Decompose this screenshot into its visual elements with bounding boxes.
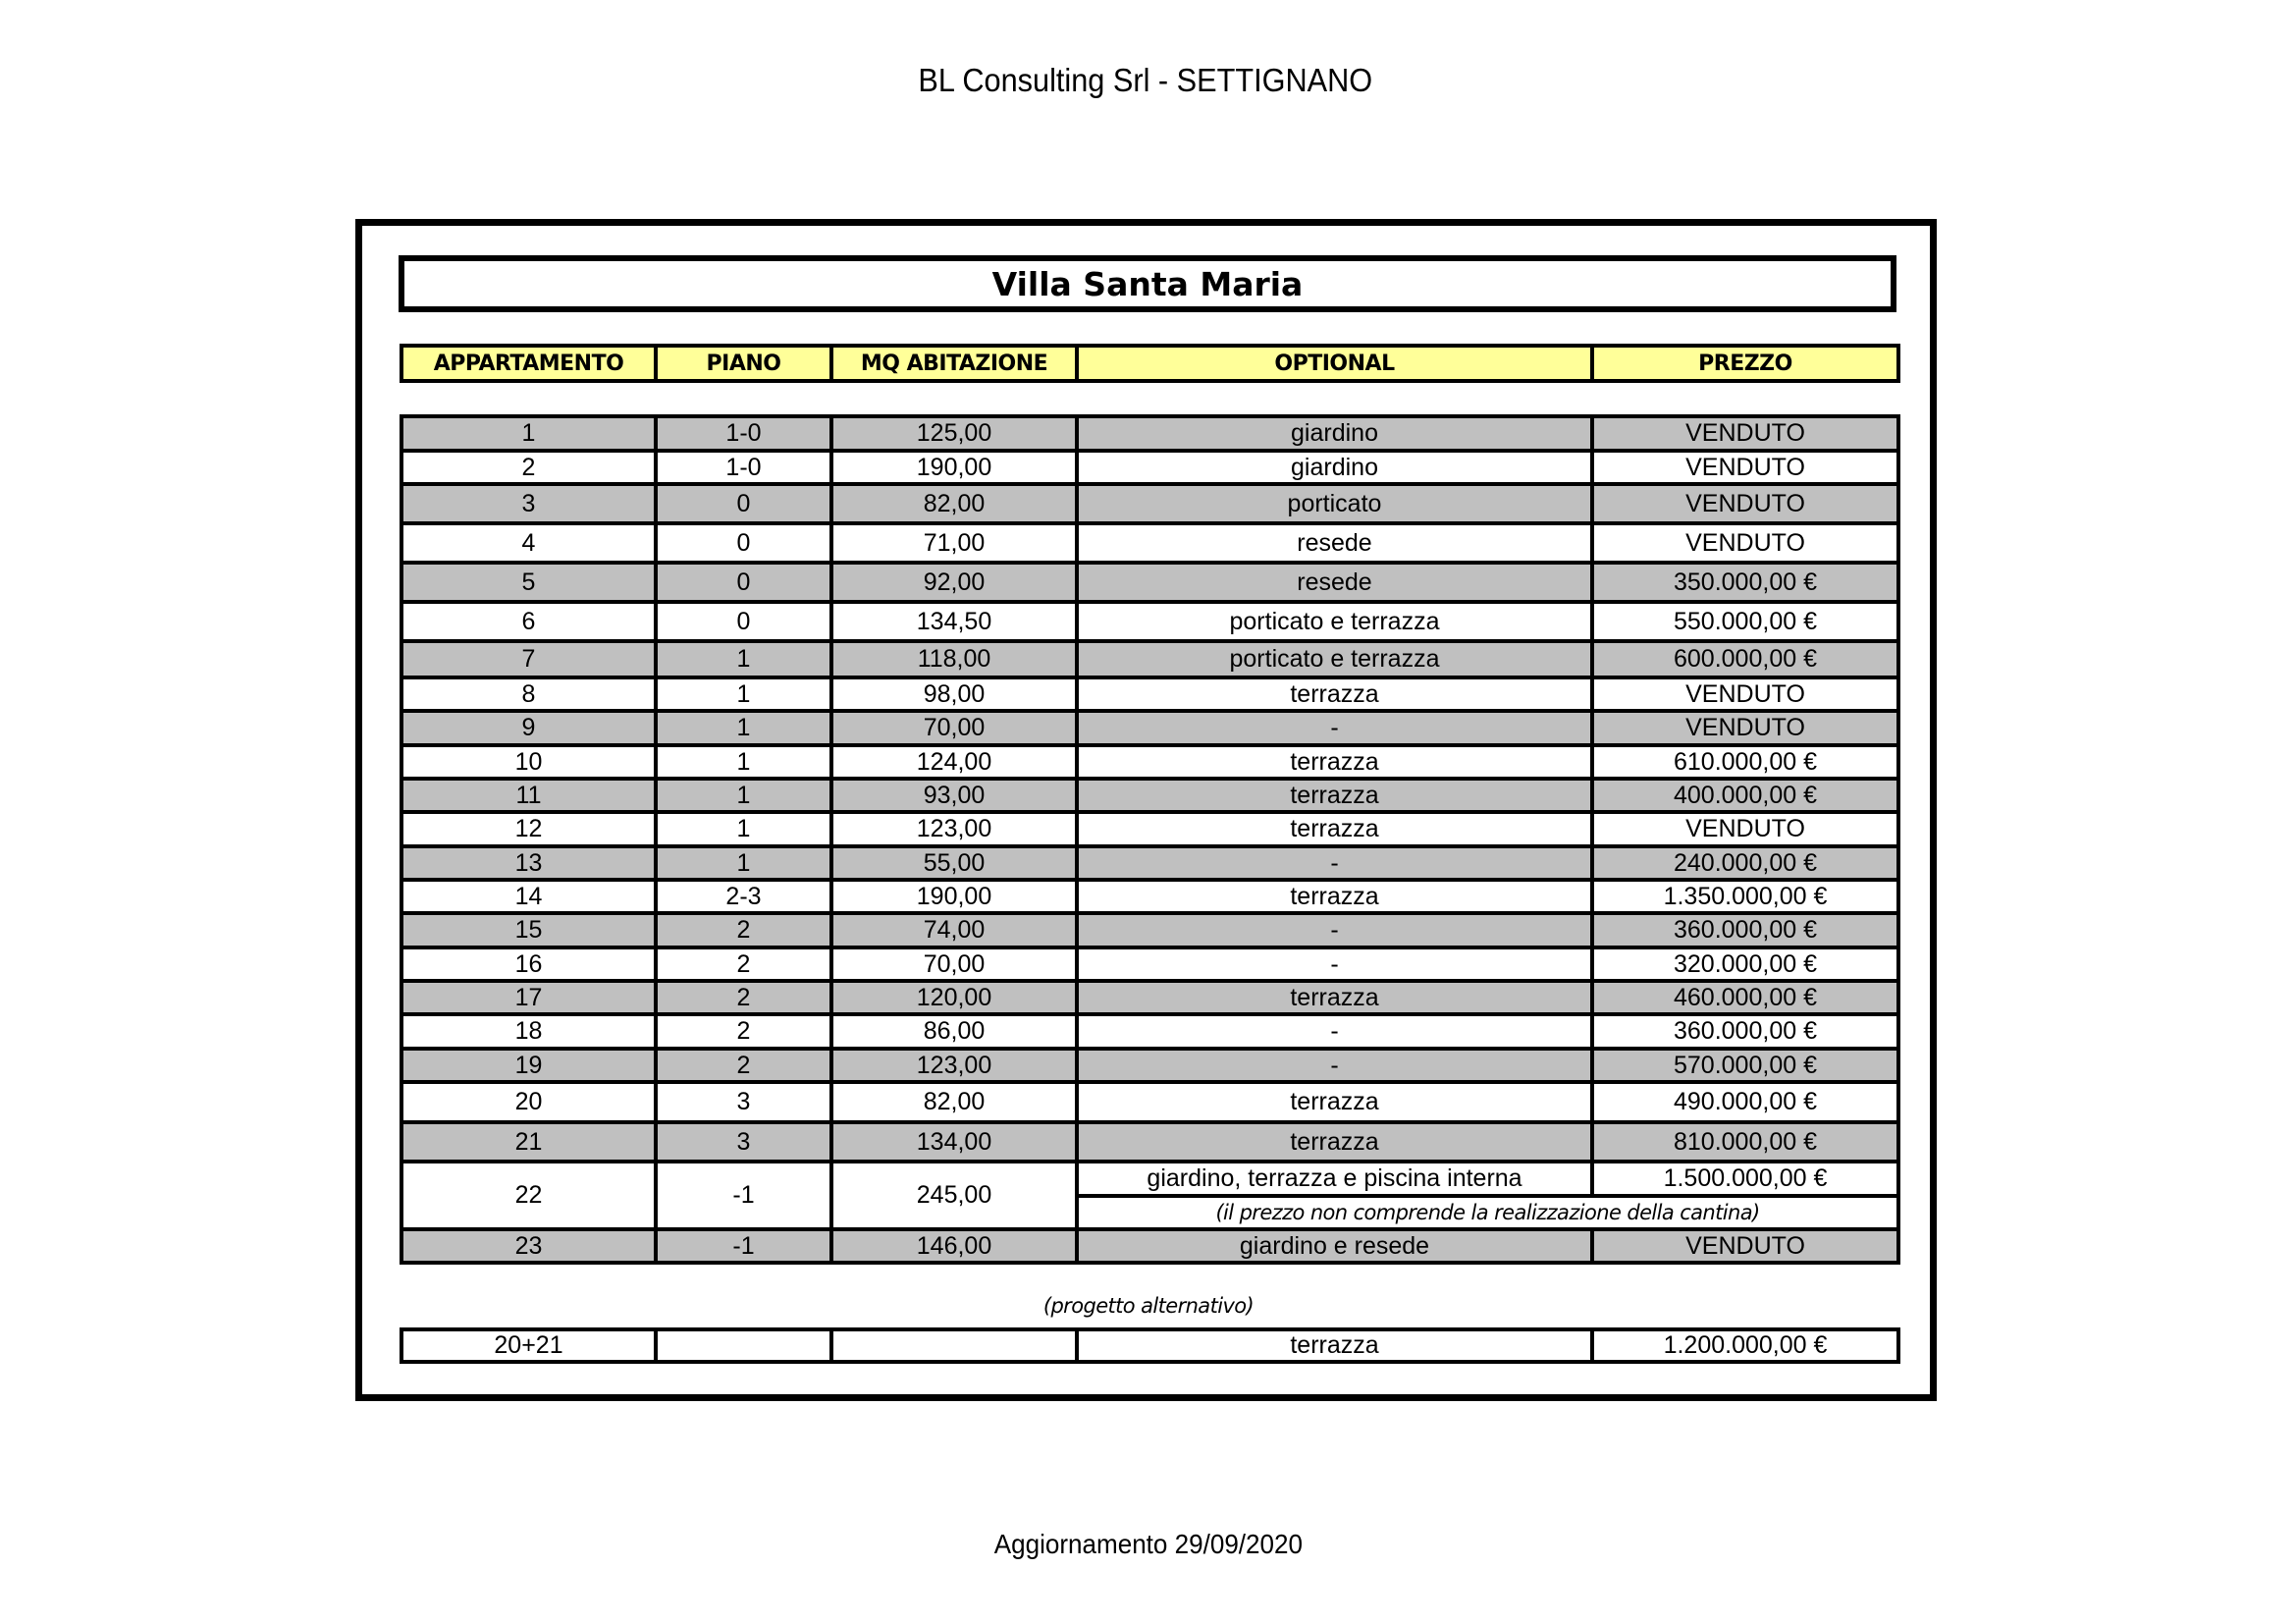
cell-mq: 70,00: [831, 947, 1077, 981]
table-row: [401, 745, 1898, 779]
cell-note: (il prezzo non comprende la realizzazione della cantina): [1077, 1196, 1898, 1229]
table-row: [401, 1049, 1898, 1082]
cell-appartamento: 8: [401, 677, 656, 711]
table-row: [401, 484, 1898, 523]
cell-optional: -: [1077, 846, 1592, 880]
cell-optional: porticato: [1077, 484, 1592, 523]
cell-prezzo: VENDUTO: [1592, 711, 1898, 745]
cell-mq: 82,00: [831, 1082, 1077, 1122]
table-row: [401, 1329, 1898, 1362]
cell-mq: 93,00: [831, 779, 1077, 812]
cell-mq: 245,00: [831, 1162, 1077, 1229]
cell-optional: -: [1077, 947, 1592, 981]
cell-optional: terrazza: [1077, 812, 1592, 846]
table-row: [401, 1162, 1898, 1196]
cell-mq: 55,00: [831, 846, 1077, 880]
cell-prezzo: 400.000,00 €: [1592, 779, 1898, 812]
cell-prezzo: 460.000,00 €: [1592, 981, 1898, 1014]
table-row: [401, 981, 1898, 1014]
cell-optional: porticato e terrazza: [1077, 602, 1592, 641]
table-row: [401, 846, 1898, 880]
cell-piano: 2: [656, 947, 831, 981]
cell-piano: 3: [656, 1082, 831, 1122]
cell-mq: 92,00: [831, 563, 1077, 602]
cell-appartamento: 19: [401, 1049, 656, 1082]
cell-appartamento: 7: [401, 641, 656, 677]
table-row: [401, 1122, 1898, 1162]
cell-piano: -1: [656, 1229, 831, 1263]
cell-optional: porticato e terrazza: [1077, 641, 1592, 677]
cell-appartamento: 4: [401, 523, 656, 563]
cell-appartamento: 22: [401, 1162, 656, 1229]
cell-mq: 123,00: [831, 812, 1077, 846]
cell-prezzo: VENDUTO: [1592, 1229, 1898, 1263]
cell-optional: terrazza: [1077, 779, 1592, 812]
column-header-prezzo: PREZZO: [1592, 346, 1898, 381]
cell-prezzo: 240.000,00 €: [1592, 846, 1898, 880]
table-row: [401, 523, 1898, 563]
cell-mq: 71,00: [831, 523, 1077, 563]
cell-mq: 82,00: [831, 484, 1077, 523]
cell-prezzo: 600.000,00 €: [1592, 641, 1898, 677]
cell-appartamento: 3: [401, 484, 656, 523]
cell-prezzo: 1.500.000,00 €: [1592, 1162, 1898, 1196]
table-row: [401, 880, 1898, 913]
cell-piano: 0: [656, 602, 831, 641]
cell-appartamento: 6: [401, 602, 656, 641]
cell-prezzo: VENDUTO: [1592, 451, 1898, 484]
cell-mq: 190,00: [831, 451, 1077, 484]
cell-prezzo: 320.000,00 €: [1592, 947, 1898, 981]
cell-appartamento: 18: [401, 1014, 656, 1049]
cell-piano: 3: [656, 1122, 831, 1162]
cell-piano: 1: [656, 641, 831, 677]
cell-appartamento: 16: [401, 947, 656, 981]
cell-appartamento: 21: [401, 1122, 656, 1162]
table-row: [401, 677, 1898, 711]
table-row: [401, 416, 1898, 451]
cell-optional: resede: [1077, 563, 1592, 602]
cell-piano: 0: [656, 523, 831, 563]
cell-piano: 2-3: [656, 880, 831, 913]
cell-piano: 1-0: [656, 416, 831, 451]
cell-prezzo: VENDUTO: [1592, 677, 1898, 711]
cell-mq: 118,00: [831, 641, 1077, 677]
cell-optional: terrazza: [1077, 880, 1592, 913]
cell-appartamento: 2: [401, 451, 656, 484]
cell-piano: 1: [656, 812, 831, 846]
cell-piano: -1: [656, 1162, 831, 1229]
cell-appartamento: 20: [401, 1082, 656, 1122]
cell-mq: 146,00: [831, 1229, 1077, 1263]
cell-appartamento: 9: [401, 711, 656, 745]
cell-mq: 190,00: [831, 880, 1077, 913]
table-row: [401, 711, 1898, 745]
cell-appartamento: 5: [401, 563, 656, 602]
cell-optional: terrazza: [1077, 1122, 1592, 1162]
cell-optional: terrazza: [1077, 745, 1592, 779]
cell-piano: 1: [656, 779, 831, 812]
cell-optional: giardino: [1077, 451, 1592, 484]
table-row: [401, 1014, 1898, 1049]
update-date-footer: Aggiornamento 29/09/2020: [993, 1529, 1303, 1559]
cell-appartamento: 1: [401, 416, 656, 451]
table-row: [401, 641, 1898, 677]
cell-prezzo: 360.000,00 €: [1592, 913, 1898, 947]
cell-mq: [831, 1329, 1077, 1362]
cell-prezzo: 360.000,00 €: [1592, 1014, 1898, 1049]
cell-mq: 70,00: [831, 711, 1077, 745]
cell-optional: terrazza: [1077, 981, 1592, 1014]
cell-piano: 2: [656, 1049, 831, 1082]
cell-appartamento: 17: [401, 981, 656, 1014]
cell-prezzo: 1.200.000,00 €: [1592, 1329, 1898, 1362]
title-box: [399, 255, 1896, 312]
cell-appartamento: 10: [401, 745, 656, 779]
cell-piano: 2: [656, 913, 831, 947]
document-header: BL Consulting Srl - SETTIGNANO: [918, 62, 1373, 98]
cell-optional: resede: [1077, 523, 1592, 563]
cell-mq: 74,00: [831, 913, 1077, 947]
table-row: [401, 451, 1898, 484]
cell-optional: -: [1077, 913, 1592, 947]
table-row: [401, 1082, 1898, 1122]
cell-piano: 1-0: [656, 451, 831, 484]
table-row: [401, 947, 1898, 981]
cell-appartamento: 14: [401, 880, 656, 913]
cell-prezzo: 490.000,00 €: [1592, 1082, 1898, 1122]
cell-prezzo: VENDUTO: [1592, 416, 1898, 451]
cell-prezzo: VENDUTO: [1592, 523, 1898, 563]
column-header-appartamento: APPARTAMENTO: [401, 346, 656, 381]
cell-prezzo: VENDUTO: [1592, 484, 1898, 523]
cell-piano: [656, 1329, 831, 1362]
cell-appartamento: 15: [401, 913, 656, 947]
cell-mq: 125,00: [831, 416, 1077, 451]
table-row: [401, 1229, 1898, 1263]
cell-mq: 98,00: [831, 677, 1077, 711]
cell-prezzo: 610.000,00 €: [1592, 745, 1898, 779]
cell-prezzo: 350.000,00 €: [1592, 563, 1898, 602]
table-row: [401, 602, 1898, 641]
cell-prezzo: 550.000,00 €: [1592, 602, 1898, 641]
cell-mq: 134,00: [831, 1122, 1077, 1162]
table-row: [401, 563, 1898, 602]
cell-optional: -: [1077, 711, 1592, 745]
table-row: [401, 812, 1898, 846]
column-header-table: [400, 344, 1900, 383]
cell-mq: 120,00: [831, 981, 1077, 1014]
cell-mq: 134,50: [831, 602, 1077, 641]
cell-optional: terrazza: [1077, 1329, 1592, 1362]
cell-prezzo: 570.000,00 €: [1592, 1049, 1898, 1082]
cell-mq: 86,00: [831, 1014, 1077, 1049]
cell-appartamento: 12: [401, 812, 656, 846]
cell-piano: 1: [656, 711, 831, 745]
apartments-table: [400, 414, 1900, 1265]
cell-mq: 124,00: [831, 745, 1077, 779]
cell-appartamento: 23: [401, 1229, 656, 1263]
cell-piano: 1: [656, 745, 831, 779]
cell-appartamento: 13: [401, 846, 656, 880]
alternative-project-label: (progetto alternativo): [1042, 1294, 1255, 1318]
table-row: [401, 779, 1898, 812]
cell-optional: terrazza: [1077, 1082, 1592, 1122]
cell-appartamento: 20+21: [401, 1329, 656, 1362]
cell-optional: terrazza: [1077, 677, 1592, 711]
cell-optional: -: [1077, 1014, 1592, 1049]
cell-prezzo: 1.350.000,00 €: [1592, 880, 1898, 913]
cell-appartamento: 11: [401, 779, 656, 812]
column-header-piano: PIANO: [656, 346, 831, 381]
cell-mq: 123,00: [831, 1049, 1077, 1082]
cell-piano: 1: [656, 677, 831, 711]
page-title: Villa Santa Maria: [991, 264, 1304, 303]
cell-piano: 0: [656, 484, 831, 523]
column-header-mq-abitazione: MQ ABITAZIONE: [831, 346, 1077, 381]
cell-piano: 1: [656, 846, 831, 880]
cell-piano: 2: [656, 981, 831, 1014]
cell-optional: -: [1077, 1049, 1592, 1082]
column-header-optional: OPTIONAL: [1077, 346, 1592, 381]
cell-piano: 2: [656, 1014, 831, 1049]
cell-prezzo: 810.000,00 €: [1592, 1122, 1898, 1162]
table-row: [401, 913, 1898, 947]
column-header-row: [401, 346, 1898, 381]
cell-prezzo: VENDUTO: [1592, 812, 1898, 846]
cell-piano: 0: [656, 563, 831, 602]
cell-optional: giardino e resede: [1077, 1229, 1592, 1263]
cell-optional: giardino, terrazza e piscina interna: [1077, 1162, 1592, 1196]
alternative-project-table: [400, 1327, 1900, 1364]
cell-optional: giardino: [1077, 416, 1592, 451]
